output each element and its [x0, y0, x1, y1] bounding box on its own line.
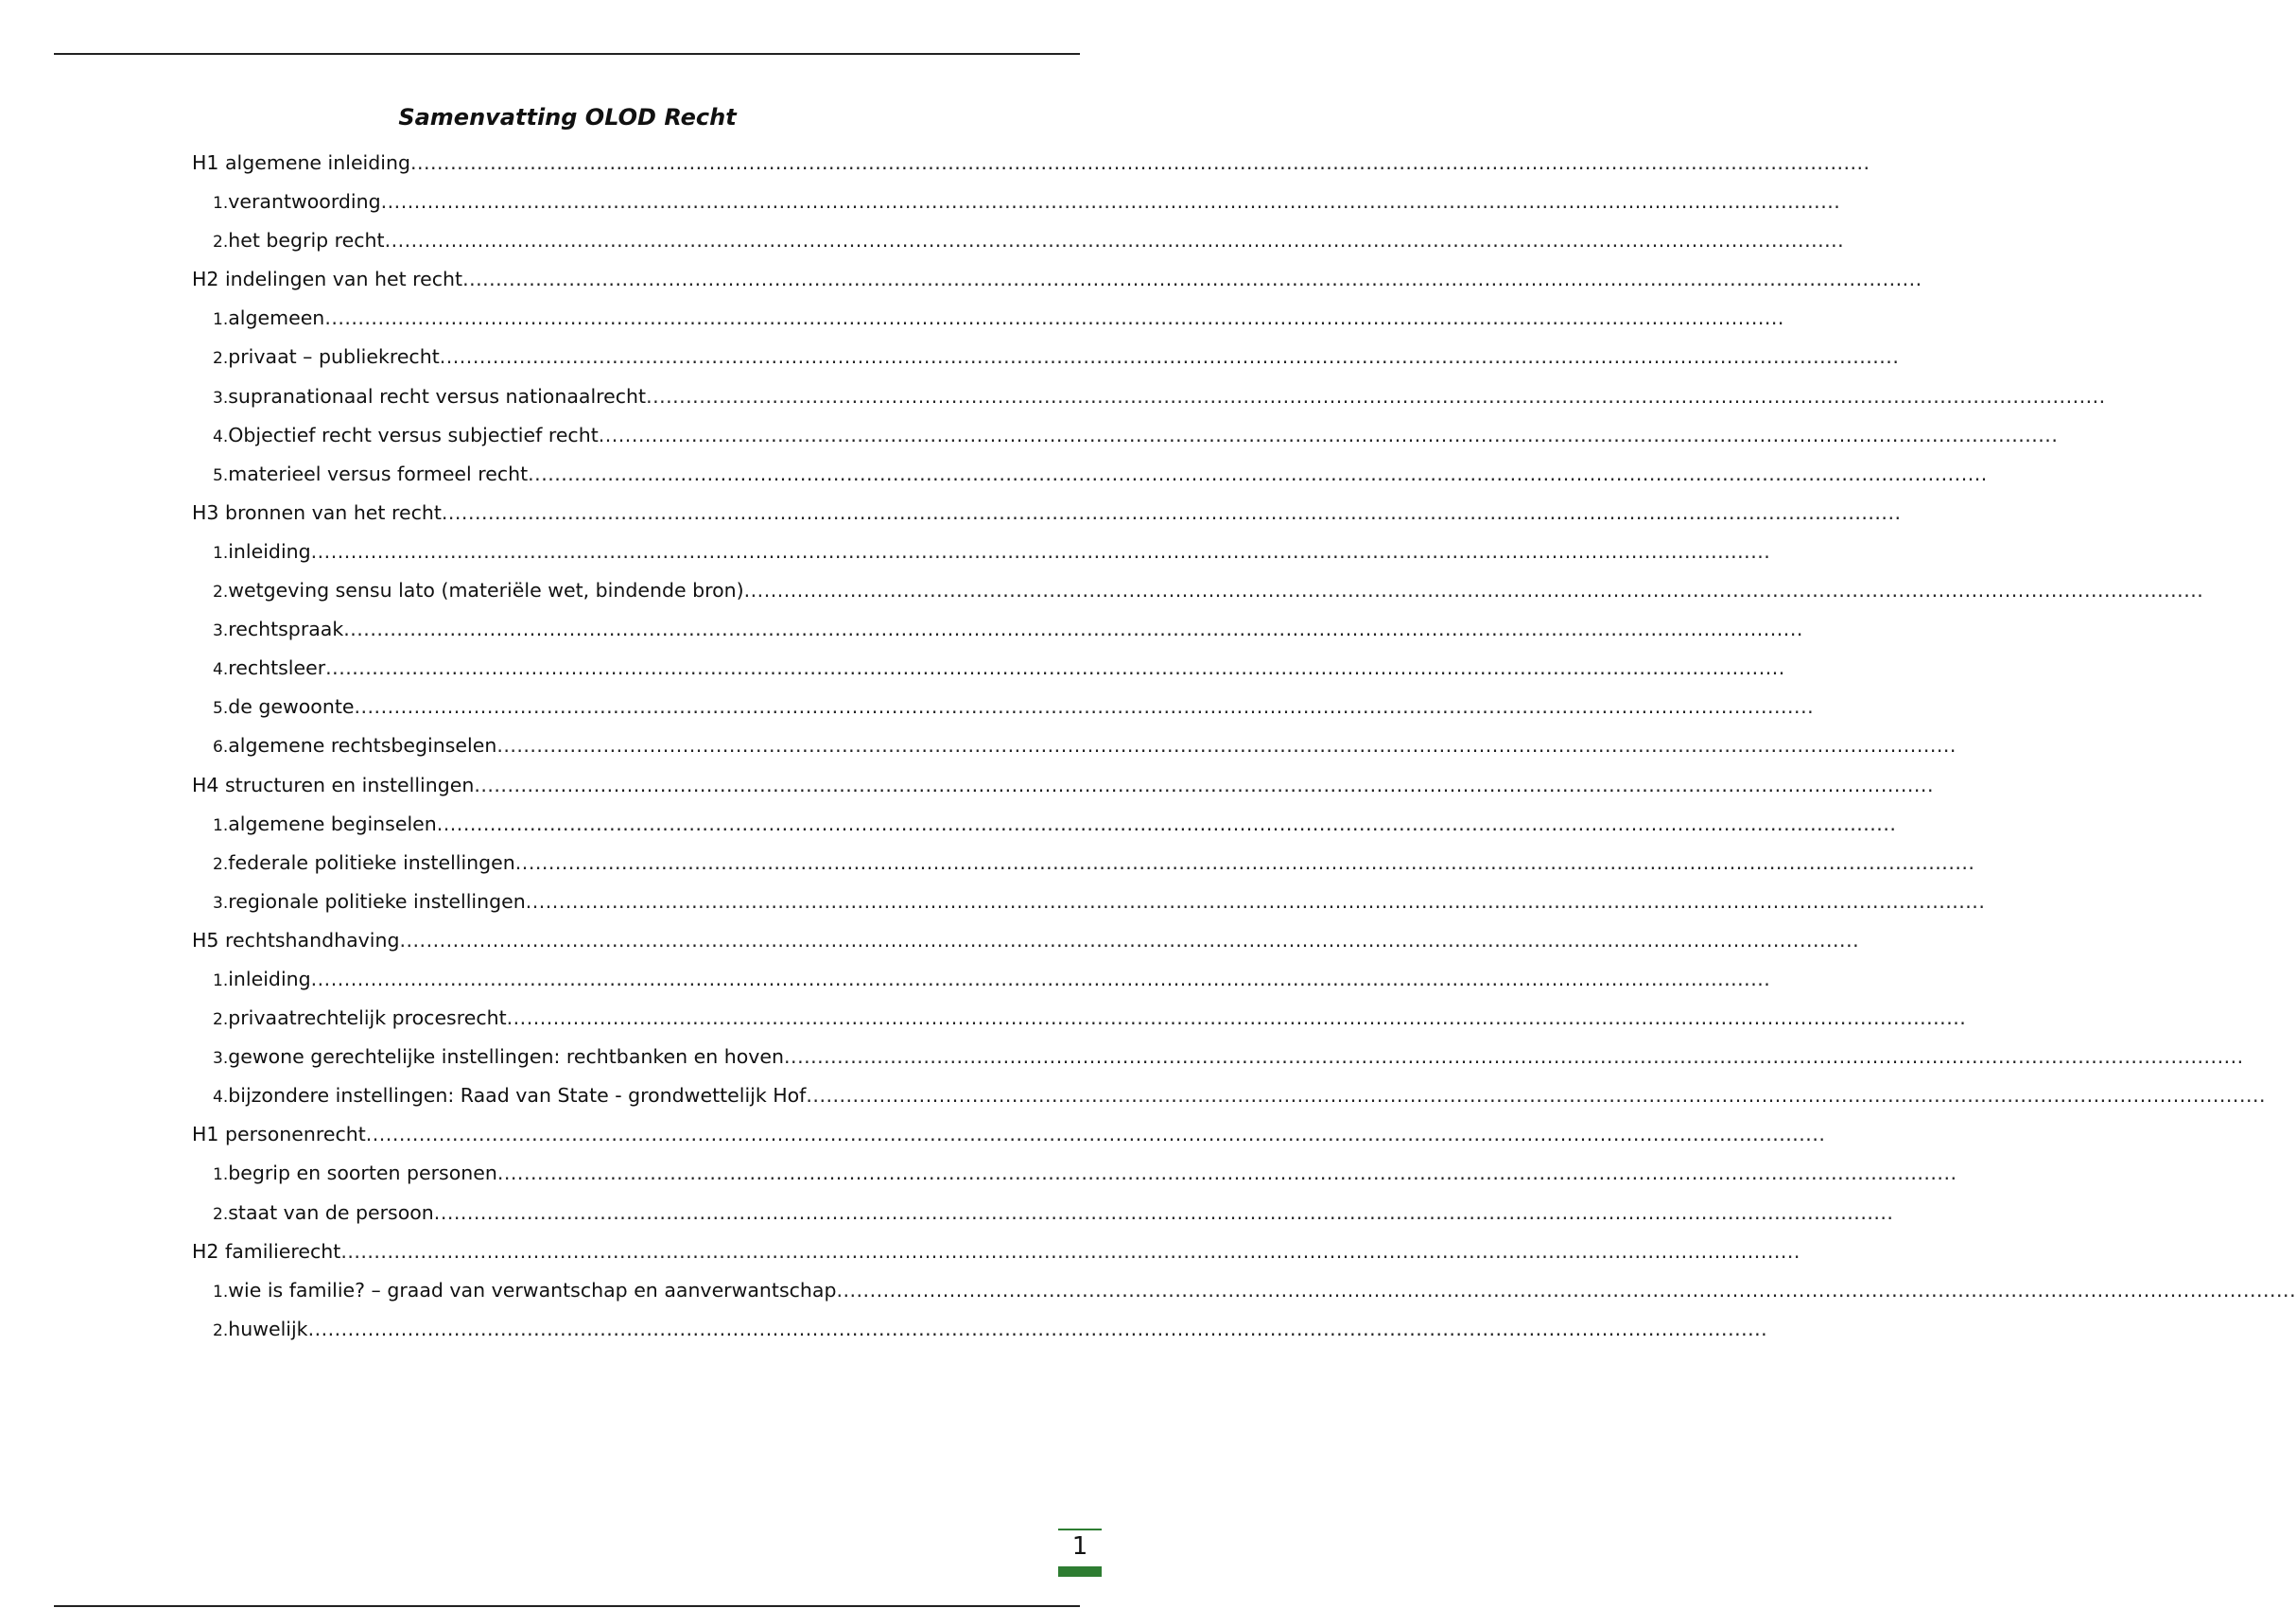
toc-section-entry[interactable]	[192, 850, 1975, 890]
toc-dot-leader: ............................................................................................................................................................................................................................	[496, 734, 1957, 758]
toc-entry-number: 4.	[213, 660, 229, 680]
toc-dot-leader: ............................................................................................................................................................................................................................	[514, 850, 1975, 874]
toc-entry-label: materieel versus formeel recht	[228, 462, 529, 485]
toc-section-entry[interactable]	[192, 1278, 2296, 1318]
toc-dot-leader: ............................................................................................................................................................................................................................	[380, 190, 1841, 214]
toc-entry-label: H4 structuren en instellingen	[192, 773, 475, 796]
toc-entry-label: H2 indelingen van het recht	[192, 268, 463, 291]
toc-dot-leader: ............................................................................................................................................................................................................................	[365, 1123, 1826, 1146]
toc-chapter-entry[interactable]	[192, 928, 1860, 968]
toc-dot-leader: ............................................................................................................................................................................................................................	[325, 656, 1785, 680]
toc-section-entry[interactable]	[192, 967, 1771, 1006]
toc-entry-label: rechtsleer	[228, 656, 326, 680]
toc-entry-number: 2.	[213, 1320, 229, 1340]
toc-entry-number: 1.	[213, 970, 229, 990]
toc-entry-number: 3.	[213, 388, 229, 408]
toc-dot-leader: ............................................................................................................................................................................................................................	[506, 1006, 1967, 1030]
toc-chapter-entry[interactable]	[192, 268, 1922, 306]
toc-entry-label: wetgeving sensu lato (materiële wet, bindende bron)	[228, 579, 744, 603]
toc-dot-leader: ............................................................................................................................................................................................................................	[310, 967, 1771, 990]
toc-entry-label: rechtspraak	[228, 618, 344, 641]
toc-dot-leader: ............................................................................................................................................................................................................................	[784, 1045, 2244, 1069]
toc-entry-label: verantwoording	[228, 190, 381, 214]
toc-dot-leader: ............................................................................................................................................................................................................................	[409, 151, 1870, 174]
toc-entry-number: 2.	[213, 349, 229, 369]
toc-entry-label: H1 algemene inleiding	[192, 151, 410, 174]
toc-section-entry[interactable]	[192, 695, 1815, 734]
toc-dot-leader: ............................................................................................................................................................................................................................	[646, 384, 2106, 408]
toc-dot-leader: ............................................................................................................................................................................................................................	[439, 345, 1900, 369]
toc-entry-label: H5 rechtshandhaving	[192, 928, 400, 952]
toc-entry-number: 2.	[213, 583, 229, 603]
toc-dot-leader: ............................................................................................................................................................................................................................	[496, 1162, 1957, 1185]
toc-entry-label: staat van de persoon	[228, 1200, 434, 1224]
toc-section-entry[interactable]	[192, 384, 2106, 424]
toc-dot-leader: ............................................................................................................................................................................................................................	[525, 889, 1986, 913]
toc-section-entry[interactable]	[192, 734, 1957, 773]
toc-section-entry[interactable]	[192, 579, 2204, 618]
toc-entry-number: 3.	[213, 1049, 229, 1069]
toc-entry-label: H2 familierecht	[192, 1239, 341, 1263]
toc-dot-leader: ............................................................................................................................................................................................................................	[324, 306, 1784, 330]
toc-entry-label: inleiding	[228, 539, 311, 563]
toc-dot-leader: ............................................................................................................................................................................................................................	[598, 423, 2059, 446]
page-number: 1	[1071, 1532, 1088, 1561]
toc-dot-leader: ............................................................................................................................................................................................................................	[310, 539, 1771, 563]
toc-chapter-entry[interactable]	[192, 500, 1902, 540]
toc-dot-leader: ............................................................................................................................................................................................................................	[340, 1239, 1800, 1263]
page-number-rule	[1058, 1529, 1102, 1530]
header-rule	[54, 53, 1080, 55]
toc-dot-leader: ............................................................................................................................................................................................................................	[384, 229, 1845, 253]
toc-section-entry[interactable]	[192, 462, 1988, 501]
toc-dot-leader: ............................................................................................................................................................................................................................	[743, 579, 2204, 603]
toc-entry-label: federale politieke instellingen	[228, 850, 515, 874]
toc-entry-label: inleiding	[228, 967, 311, 990]
toc-entry-label: huwelijk	[228, 1317, 308, 1340]
footer-rule	[54, 1605, 1080, 1607]
toc-entry-label: supranationaal recht versus nationaalrecht	[228, 384, 647, 408]
toc-entry-label: regionale politieke instellingen	[228, 889, 526, 913]
toc-entry-number: 2.	[213, 1010, 229, 1030]
page-number-badge	[1058, 1529, 1102, 1578]
table-of-contents	[192, 151, 2296, 1356]
toc-entry-number: 5.	[213, 699, 229, 719]
toc-chapter-entry[interactable]	[192, 1123, 1826, 1162]
toc-section-entry[interactable]	[192, 306, 1784, 345]
toc-dot-leader: ............................................................................................................................................................................................................................	[307, 1317, 1768, 1340]
toc-section-entry[interactable]	[192, 539, 1771, 579]
toc-entry-label: bijzondere instellingen: Raad van State - grondwettelijk Hof	[228, 1084, 807, 1108]
toc-chapter-entry[interactable]	[192, 1239, 1800, 1279]
toc-entry-label: gewone gerechtelijke instellingen: rechtbanken en hoven	[228, 1045, 785, 1069]
toc-chapter-entry[interactable]	[192, 151, 1870, 190]
toc-entry-number: 4.	[213, 427, 229, 446]
toc-section-entry[interactable]	[192, 889, 1986, 929]
toc-entry-number: 3.	[213, 893, 229, 913]
toc-entry-number: 2.	[213, 233, 229, 253]
toc-entry-label: wie is familie? – graad van verwantschap en aanverwantschap	[228, 1278, 837, 1302]
toc-section-entry[interactable]	[192, 1045, 2244, 1084]
toc-section-entry[interactable]	[192, 190, 1841, 229]
toc-section-entry[interactable]	[192, 1200, 1894, 1240]
toc-entry-label: privaatrechtelijk procesrecht	[228, 1006, 507, 1030]
toc-section-entry[interactable]	[192, 423, 2059, 463]
toc-entry-label: H3 bronnen van het recht	[192, 500, 442, 524]
toc-dot-leader: ............................................................................................................................................................................................................................	[354, 695, 1815, 719]
toc-entry-label: begrip en soorten personen	[228, 1162, 497, 1185]
toc-entry-number: 5.	[213, 465, 229, 485]
toc-entry-label: het begrip recht	[228, 229, 385, 253]
document-title: Samenvatting OLOD Recht	[398, 104, 737, 131]
toc-entry-number: 2.	[213, 854, 229, 874]
toc-dot-leader: ............................................................................................................................................................................................................................	[528, 462, 1988, 485]
toc-entry-number: 6.	[213, 738, 229, 758]
toc-entry-label: algemene rechtsbeginselen	[228, 734, 497, 758]
page-number-bar	[1058, 1566, 1102, 1577]
toc-dot-leader: ............................................................................................................................................................................................................................	[436, 812, 1897, 835]
toc-entry-number: 1.	[213, 310, 229, 330]
toc-entry-number: 3.	[213, 621, 229, 641]
toc-dot-leader: ............................................................................................................................................................................................................................	[441, 500, 1902, 524]
toc-entry-label: H1 personenrecht	[192, 1123, 366, 1146]
toc-section-entry[interactable]	[192, 1162, 1957, 1200]
toc-dot-leader: ............................................................................................................................................................................................................................	[399, 928, 1860, 952]
toc-section-entry[interactable]	[192, 1006, 1967, 1045]
toc-entry-number: 1.	[213, 1165, 229, 1185]
toc-entry-number: 1.	[213, 1282, 229, 1302]
toc-dot-leader: ............................................................................................................................................................................................................................	[806, 1084, 2267, 1108]
toc-section-entry[interactable]	[192, 656, 1785, 695]
toc-dot-leader: ............................................................................................................................................................................................................................	[836, 1278, 2296, 1302]
toc-entry-label: algemeen	[228, 306, 325, 330]
toc-entry-label: Objectief recht versus subjectief recht	[228, 423, 599, 446]
toc-entry-label: de gewoonte	[228, 695, 355, 719]
toc-section-entry[interactable]	[192, 1317, 1768, 1356]
toc-entry-label: privaat – publiekrecht	[228, 345, 440, 369]
toc-section-entry[interactable]	[192, 1084, 2267, 1123]
toc-entry-label: algemene beginselen	[228, 812, 437, 835]
toc-dot-leader: ............................................................................................................................................................................................................................	[343, 618, 1803, 641]
toc-section-entry[interactable]	[192, 618, 1803, 656]
toc-chapter-entry[interactable]	[192, 773, 1934, 813]
toc-entry-number: 4.	[213, 1088, 229, 1108]
toc-dot-leader: ............................................................................................................................................................................................................................	[433, 1200, 1894, 1224]
toc-dot-leader: ............................................................................................................................................................................................................................	[474, 773, 1934, 796]
toc-entry-number: 1.	[213, 194, 229, 214]
toc-dot-leader: ............................................................................................................................................................................................................................	[462, 268, 1922, 291]
toc-entry-number: 1.	[213, 815, 229, 835]
toc-section-entry[interactable]	[192, 345, 1900, 384]
toc-entry-number: 2.	[213, 1204, 229, 1224]
toc-section-entry[interactable]	[192, 229, 1845, 268]
toc-section-entry[interactable]	[192, 812, 1897, 851]
toc-entry-number: 1.	[213, 543, 229, 563]
